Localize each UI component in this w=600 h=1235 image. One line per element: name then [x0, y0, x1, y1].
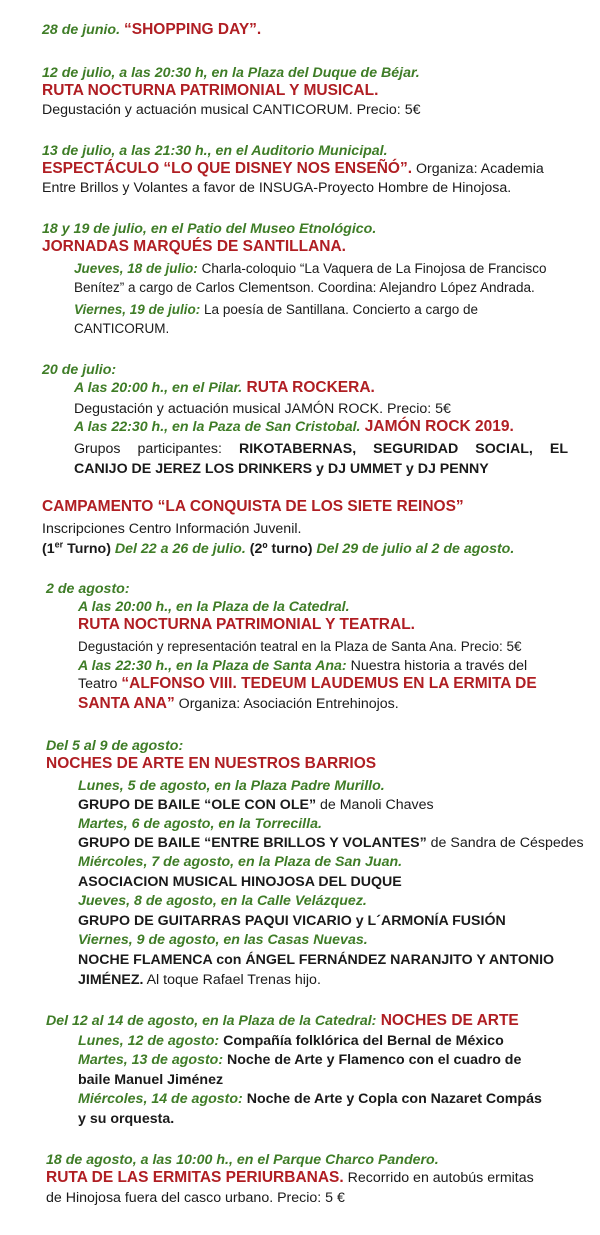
rockera-groups-2: CANIJO DE JEREZ LOS DRINKERS y DJ UMMET y DJ PENNY [74, 461, 489, 477]
barrios-date: Del 5 al 9 de agosto: [46, 738, 184, 754]
barrios-d2-group: GRUPO DE BAILE “ENTRE BRILLOS Y VOLANTES” [78, 835, 427, 851]
campamento-turn2-label: (2º turno) [245, 541, 313, 557]
santillana-day2-text-1: La poesía de Santillana. Concierto a cargo de [200, 302, 478, 317]
campamento-turn2-dates: Del 29 de julio al 2 de agosto. [312, 541, 515, 557]
teatral-t2-title-1: “ALFONSO VIII. TEDEUM LAUDEMUS EN LA ERMITA DE [121, 675, 537, 692]
teatral-t2-pre: Teatro [78, 676, 122, 692]
noches-arte-d1-date: Lunes, 12 de agosto: [78, 1033, 220, 1049]
campamento-turns [42, 540, 514, 558]
barrios-d2-when: Martes, 6 de agosto, en la Torrecilla. [78, 816, 322, 832]
ermitas-when: 18 de agosto, a las 10:00 h., en el Parque Charco Pandero. [46, 1152, 439, 1168]
noches-arte-line [46, 1012, 519, 1030]
campamento-desc: Inscripciones Centro Información Juvenil. [42, 521, 302, 537]
rockera-groups-1: RIKOTABERNAS, SEGURIDAD SOCIAL, EL [221, 441, 568, 457]
campamento-turn1-label [42, 541, 111, 557]
shopping-date: 28 de junio. [42, 22, 121, 38]
disney-desc-2: Entre Brillos y Volantes a favor de INSUGA-Proyecto Hombre de Hinojosa. [42, 180, 512, 196]
barrios-d1-line [78, 796, 434, 814]
rockera-t1-title: RUTA ROCKERA. [242, 379, 375, 396]
ruta-musical-desc: Degustación y actuación musical CANTICORUM. Precio: 5€ [42, 102, 421, 118]
santillana-when: 18 y 19 de julio, en el Patio del Museo Etnológico. [42, 221, 377, 237]
noches-arte-d2-date: Martes, 13 de agosto: [78, 1052, 224, 1068]
ruta-musical-title: RUTA NOCTURNA PATRIMONIAL Y MUSICAL. [42, 82, 379, 99]
rockera-groups-line1 [74, 440, 568, 458]
santillana-title: JORNADAS MARQUÉS DE SANTILLANA. [42, 238, 346, 255]
rockera-t1-desc: Degustación y actuación musical JAMÓN ROCK. Precio: 5€ [74, 401, 451, 417]
barrios-d2-line [78, 834, 584, 852]
noches-arte-d3-date: Miércoles, 14 de agosto: [78, 1091, 243, 1107]
noches-arte-d3-text-1: Noche de Arte y Copla con Nazaret Compás [242, 1091, 542, 1107]
noches-arte-title: NOCHES DE ARTE [376, 1012, 519, 1029]
noches-arte-d2-text-2: baile Manuel Jiménez [78, 1072, 224, 1088]
campamento-turn1-dates: Del 22 a 26 de julio. [110, 541, 246, 557]
teatral-t2-text: Nuestra historia a través del [346, 658, 528, 674]
rockera-t2-when: A las 22:30 h., en la Paza de San Cristobal. [74, 419, 361, 435]
teatral-t2-line [78, 657, 527, 675]
teatral-t1-desc: Degustación y representación teatral en la Plaza de Santa Ana. Precio: 5€ [78, 639, 522, 654]
ruta-musical-when: 12 de julio, a las 20:30 h, en la Plaza del Duque de Béjar. [42, 65, 420, 81]
rockera-t1-line [74, 379, 375, 397]
turn1-post: Turno) [63, 541, 111, 557]
teatral-t2-title-line1 [78, 675, 537, 693]
teatral-t1-when: A las 20:00 h., en la Plaza de la Catedral. [78, 599, 350, 615]
santillana-day1-text-1: Charla-coloquio “La Vaquera de La Finojosa de Francisco [197, 261, 547, 276]
santillana-day1-date: Jueves, 18 de julio: [74, 261, 198, 276]
noches-arte-d1-text: Compañía folklórica del Bernal de México [219, 1033, 504, 1049]
santillana-day2-line2: CANTICORUM. [74, 321, 170, 336]
santillana-day2-line1 [74, 301, 478, 319]
shopping-day-entry [42, 21, 261, 39]
campamento-title: CAMPAMENTO “LA CONQUISTA DE LOS SIETE REINOS” [42, 498, 464, 515]
rockera-t2-title: JAMÓN ROCK 2019. [360, 418, 514, 435]
rockera-date: 20 de julio: [42, 362, 117, 378]
shopping-title: “SHOPPING DAY”. [124, 21, 262, 38]
barrios-title: NOCHES DE ARTE EN NUESTROS BARRIOS [46, 755, 377, 772]
barrios-d5-line2 [78, 971, 321, 989]
noches-arte-when: Del 12 al 14 de agosto, en la Plaza de la Catedral: [46, 1013, 377, 1029]
barrios-d3-when: Miércoles, 7 de agosto, en la Plaza de San Juan. [78, 854, 403, 870]
ermitas-title-line [46, 1169, 534, 1187]
santillana-day1-line1 [74, 260, 547, 278]
barrios-d1-group: GRUPO DE BAILE “OLE CON OLE” [78, 797, 317, 813]
teatral-t2-title-line2 [78, 695, 399, 713]
noches-arte-d3-text-2: y su orquesta. [78, 1111, 175, 1127]
noches-arte-d2-text-1: Noche de Arte y Flamenco con el cuadro de [223, 1052, 522, 1068]
barrios-d2-rest: de Sandra de Céspedes [426, 835, 584, 851]
rockera-groups-label: Grupos participantes: [74, 441, 222, 457]
barrios-d1-rest: de Manoli Chaves [316, 797, 434, 813]
barrios-d5-rest: Al toque Rafael Trenas hijo. [143, 972, 321, 988]
rockera-t1-when: A las 20:00 h., en el Pilar. [74, 380, 243, 396]
noches-arte-d3-line1 [78, 1090, 542, 1108]
barrios-d5-when: Viernes, 9 de agosto, en las Casas Nuevas. [78, 932, 368, 948]
santillana-day2-date: Viernes, 19 de julio: [74, 302, 201, 317]
santillana-day1-line2: Benítez” a cargo de Carlos Clementson. Coordina: Alejandro López Andrada. [74, 280, 535, 295]
barrios-d4-when: Jueves, 8 de agosto, en la Calle Velázquez. [78, 893, 367, 909]
barrios-d5-group-1: NOCHE FLAMENCA con ÁNGEL FERNÁNDEZ NARANJITO Y ANTONIO [78, 952, 555, 968]
teatral-t2-title-2: SANTA ANA” [78, 695, 175, 712]
disney-when: 13 de julio, a las 21:30 h., en el Auditorio Municipal. [42, 143, 388, 159]
barrios-d5-group-2: JIMÉNEZ. [78, 972, 144, 988]
teatral-t2-when: A las 22:30 h., en la Plaza de Santa Ana: [78, 658, 347, 674]
turn1-pre: (1 [42, 541, 55, 557]
ermitas-title: RUTA DE LAS ERMITAS PERIURBANAS. [46, 1169, 344, 1186]
barrios-d4-group: GRUPO DE GUITARRAS PAQUI VICARIO y L´ARMONÍA FUSIÓN [78, 913, 506, 929]
teatral-date: 2 de agosto: [46, 581, 130, 597]
disney-title: ESPECTÁCULO “LO QUE DISNEY NOS ENSEÑÓ”. [42, 160, 413, 177]
teatral-t2-org: Organiza: Asociación Entrehinojos. [174, 696, 399, 712]
turn1-sup: er [54, 539, 64, 550]
barrios-d1-when: Lunes, 5 de agosto, en la Plaza Padre Murillo. [78, 778, 385, 794]
disney-title-line [42, 160, 544, 178]
ermitas-desc-2: de Hinojosa fuera del casco urbano. Precio: 5 € [46, 1190, 345, 1206]
ermitas-desc-1: Recorrido en autobús ermitas [343, 1170, 534, 1186]
rockera-t2-line [74, 418, 514, 436]
noches-arte-d2-line1 [78, 1051, 521, 1069]
teatral-t1-title: RUTA NOCTURNA PATRIMONIAL Y TEATRAL. [78, 616, 415, 633]
noches-arte-d1 [78, 1032, 504, 1050]
disney-desc-1: Organiza: Academia [412, 161, 544, 177]
barrios-d3-group: ASOCIACION MUSICAL HINOJOSA DEL DUQUE [78, 874, 402, 890]
